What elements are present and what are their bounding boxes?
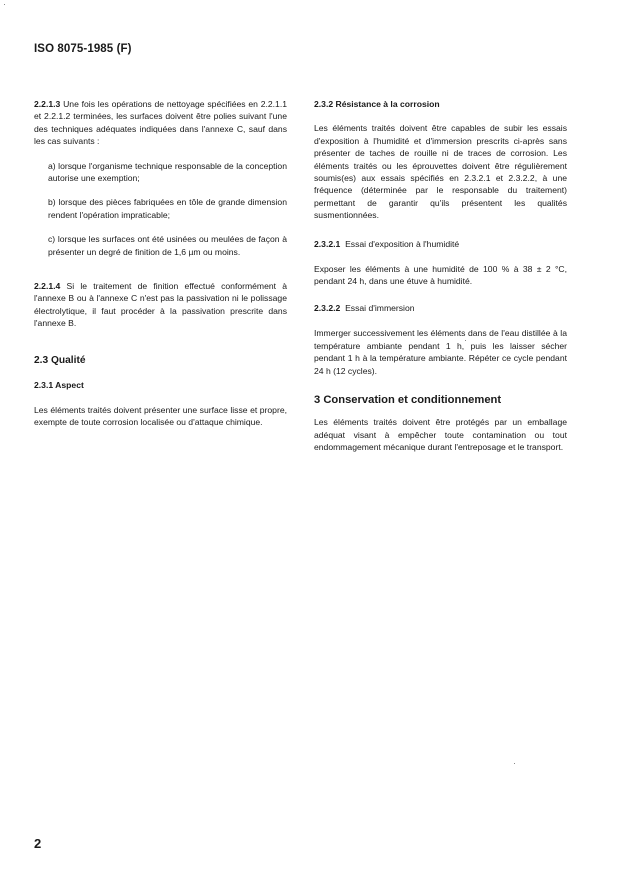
clause-2-3-2-2-text: Immerger successivement les éléments dans de l'eau distillée à la température ambiante pendant 1 h, puis les laisser sécher pendant 1 h à la température ambiante. Répéter ce cycle pendant 24 h (12 cycles). [314,328,567,376]
scan-speck [465,340,466,341]
clause-3-text: Les éléments traités doivent être protégés par un emballage adéquat visant à empêcher toute contamination ou tout endommagement mécanique durant l'entreposage et le transport. [314,417,567,453]
clause-2-2-1-3 [34,98,287,148]
clause-number: 2.2.1.3 [34,99,61,109]
clause-text: Si le traitement de finition effectué conformément à l'annexe B ou à l'annexe C n'est pas la passivation ni le polissage électrolytique, il faut procéder à la passivation prescrite dans l'annexe B. [34,281,287,329]
clause-number: 2.3.2.1 [314,238,341,249]
heading-2-3-2: 2.3.2 Résistance à la corrosion [314,99,440,109]
scan-speck [514,763,515,764]
clause-number: 2.3.2.2 [314,302,341,313]
list-item-c: c) lorsque les surfaces ont été usinées ou meulées de façon à présenter un degré de finition de 1,6 µm ou moins. [48,234,287,257]
clause-text: Une fois les opérations de nettoyage spécifiées en 2.2.1.1 et 2.2.1.2 terminées, les surfaces doivent être polies suivant l'une des techniques adéquates indiquées dans l'annexe C, sauf dans les cas suivants : [34,99,288,147]
clause-2-3-1-text: Les éléments traités doivent présenter une surface lisse et propre, exempte de toute corrosion localisée ou d'attaque chimique. [34,404,287,427]
clause-2-3-2-text: Les éléments traités doivent être capables de subir les essais d'exposition à l'humidité et d'immersion prescrits ci-après sans présenter de taches de rouille ni de traces de corrosion. Les éléments traités ou les éprouvettes doivent être régulièrement soumis(es) aux essais spécifiés en 2.3.2.1 et 2.3.2.2, à une fréquence (déterminée par le responsable du traitement) permettant de garantir qu'ils présentent les qualités susmentionnées. [314,123,567,221]
heading-2-3-2-2 [314,302,567,314]
clause-2-2-1-4 [34,280,287,330]
heading-3: 3 Conservation et conditionnement [314,393,502,406]
list-item-a: a) lorsque l'organisme technique responsable de la conception autorise une exemption; [48,160,287,184]
scan-speck [4,4,5,5]
left-column [34,98,287,428]
clause-title: Essai d'immersion [345,302,415,313]
clause-number: 2.2.1.4 [34,281,61,292]
heading-2-3: 2.3 Qualité [34,354,86,366]
clause-2-3-2-1-text: Exposer les éléments à une humidité de 100 % à 38 ± 2 °C, pendant 24 h, dans une étuve à humidité. [314,264,567,287]
list-item-b: b) lorsque des pièces fabriquées en tôle de grande dimension rendent l'opération impraticable; [48,197,287,220]
page-number: 2 [34,836,42,851]
right-column [314,98,567,454]
clause-title: Essai d'exposition à l'humidité [345,238,460,249]
document-header: ISO 8075-1985 (F) [34,43,132,55]
heading-2-3-2-1 [314,238,567,250]
heading-2-3-1: 2.3.1 Aspect [34,380,84,391]
